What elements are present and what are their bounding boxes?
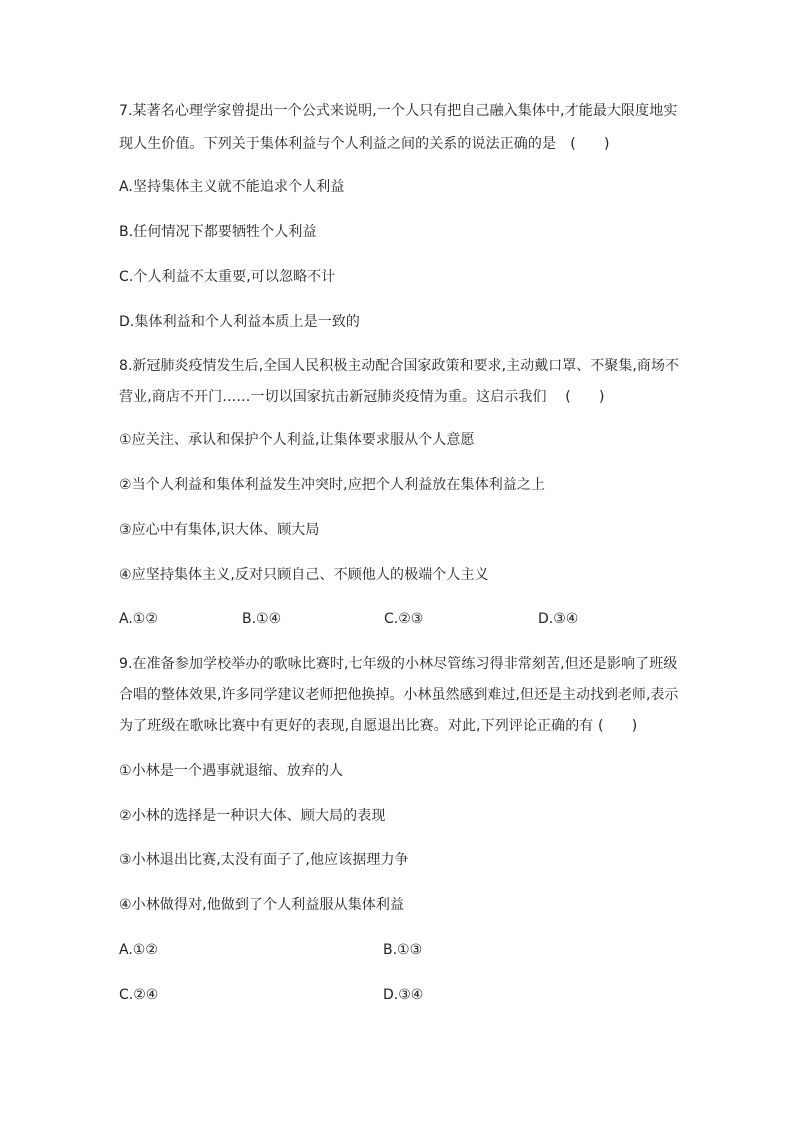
q9-statement-3: ③小林退出比赛,太没有面子了,他应该据理力争 (119, 852, 409, 868)
q9-option-a: A.①② (119, 942, 158, 958)
q9-stem-line-3: 为了班级在歌咏比赛中有更好的表现,自愿退出比赛。对此,下列评论正确的有 ( ) (119, 718, 638, 734)
q8-option-d: D.③④ (538, 611, 579, 627)
q8-statement-1: ①应关注、承认和保护个人利益,让集体要求服从个人意愿 (119, 432, 475, 448)
q9-stem-line-2: 合唱的整体效果,许多同学建议老师把他换掉。小林虽然感到难过,但还是主动找到老师,表示 (119, 687, 679, 703)
q8-statement-3: ③应心中有集体,识大体、顾大局 (119, 522, 320, 538)
q9-statement-4: ④小林做得对,他做到了个人利益服从集体利益 (119, 897, 405, 913)
q8-option-c: C.②③ (384, 611, 424, 627)
q9-option-d: D.③④ (383, 987, 424, 1003)
q7-option-b: B.任何情况下都要牺牲个人利益 (119, 224, 317, 240)
q9-stem-line-1: 9.在准备参加学校举办的歌咏比赛时,七年级的小林尽管练习得非常刻苦,但还是影响了班级 (119, 656, 678, 672)
q9-statement-1: ①小林是一个遇事就退缩、放弃的人 (119, 763, 344, 779)
q8-statement-2: ②当个人利益和集体利益发生冲突时,应把个人利益放在集体利益之上 (119, 477, 546, 493)
q9-option-b: B.①③ (383, 942, 423, 958)
q8-stem-line-1: 8.新冠肺炎疫情发生后,全国人民积极主动配合国家政策和要求,主动戴口罩、不聚集,商场不 (119, 358, 680, 374)
q8-option-b: B.①④ (242, 611, 282, 627)
q8-stem-line-2: 营业,商店不开门……一切以国家抗击新冠肺炎疫情为重。这启示我们 ( ) (119, 389, 605, 405)
q8-statement-4: ④应坚持集体主义,反对只顾自己、不顾他人的极端个人主义 (119, 567, 489, 583)
q9-statement-2: ②小林的选择是一种识大体、顾大局的表现 (119, 808, 386, 824)
q7-option-a: A.坚持集体主义就不能追求个人利益 (119, 179, 345, 195)
q7-stem-line-2: 现人生价值。下列关于集体利益与个人利益之间的关系的说法正确的是 ( ) (119, 136, 610, 152)
q7-option-c: C.个人利益不太重要,可以忽略不计 (119, 269, 336, 285)
q9-option-c: C.②④ (119, 987, 159, 1003)
q8-option-a: A.①② (119, 611, 158, 627)
q7-option-d: D.集体利益和个人利益本质上是一致的 (119, 314, 361, 330)
q7-stem-line-1: 7.某著名心理学家曾提出一个公式来说明,一个人只有把自己融入集体中,才能最大限度地实 (119, 103, 678, 119)
